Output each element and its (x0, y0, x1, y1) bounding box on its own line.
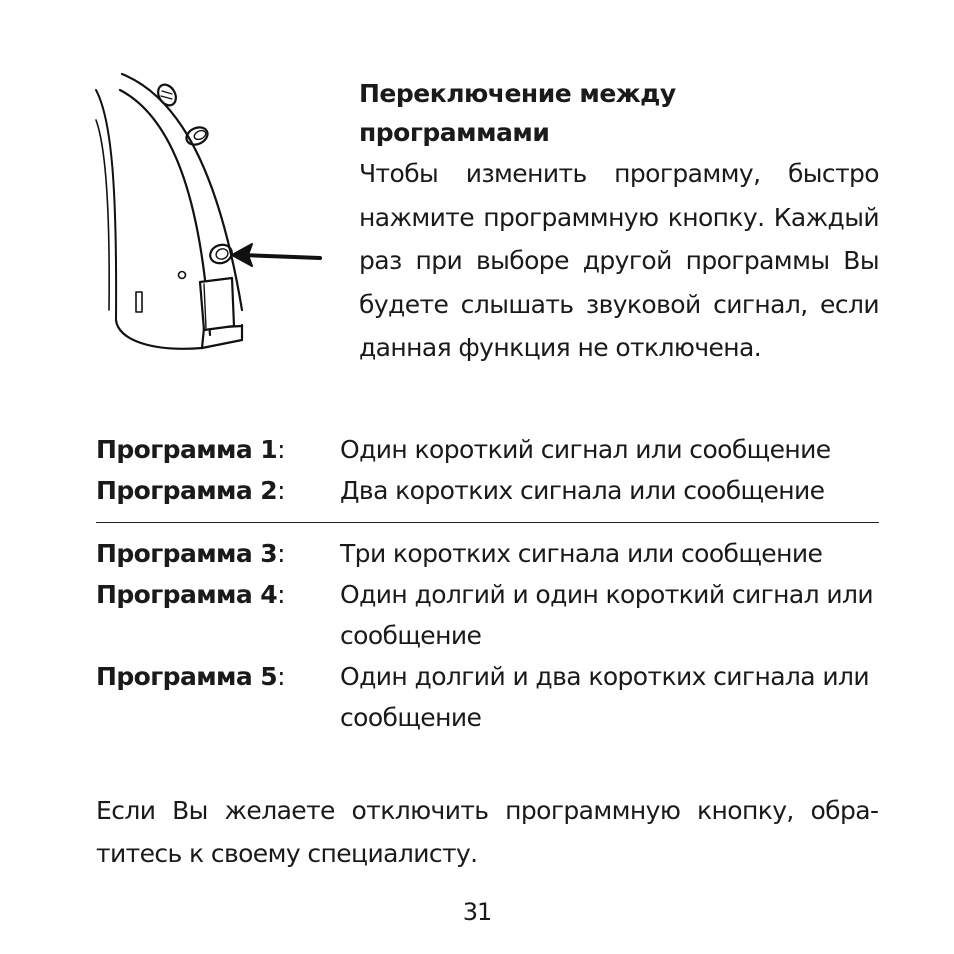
section-heading-line2: программами (359, 118, 550, 147)
section-heading-line1: Переключение между (359, 79, 676, 108)
program-description: Три коротких сигнала или сообщение (340, 539, 823, 568)
footer-paragraph: Если Вы желаете отключить программную кнопку, обратитесь к своему специалисту. (96, 796, 879, 868)
divider-line (96, 522, 879, 523)
program-description: Один долгий и два коротких сигнала или сообщение (340, 662, 870, 732)
program-row (96, 533, 896, 574)
program-description: Один короткий сигнал или сообщение (340, 435, 831, 464)
program-label: Программа 3: (96, 539, 285, 568)
program-label: Программа 5: (96, 662, 285, 691)
program-label: Программа 4: (96, 580, 285, 609)
program-row (96, 656, 896, 738)
program-row (96, 574, 896, 656)
program-row (96, 470, 896, 511)
intro-section (359, 74, 879, 370)
program-label: Программа 2: (96, 476, 285, 505)
program-description: Один долгий и один короткий сигнал или сообщение (340, 580, 874, 650)
program-list-bottom (96, 533, 896, 738)
program-row (96, 429, 896, 470)
program-description: Два коротких сигнала или сообщение (340, 476, 825, 505)
hearing-aid-illustration (92, 70, 322, 360)
page-number: 31 (462, 898, 492, 926)
intro-paragraph: Чтобы изменить программу, быстро нажмите программную кнопку. Каждый раз при выборе другой программы Вы будете слышать звуковой сигнал, если данная функция не отключена. (359, 159, 879, 362)
program-list-top (96, 429, 896, 511)
section-heading (359, 74, 879, 152)
program-label: Программа 1: (96, 435, 285, 464)
